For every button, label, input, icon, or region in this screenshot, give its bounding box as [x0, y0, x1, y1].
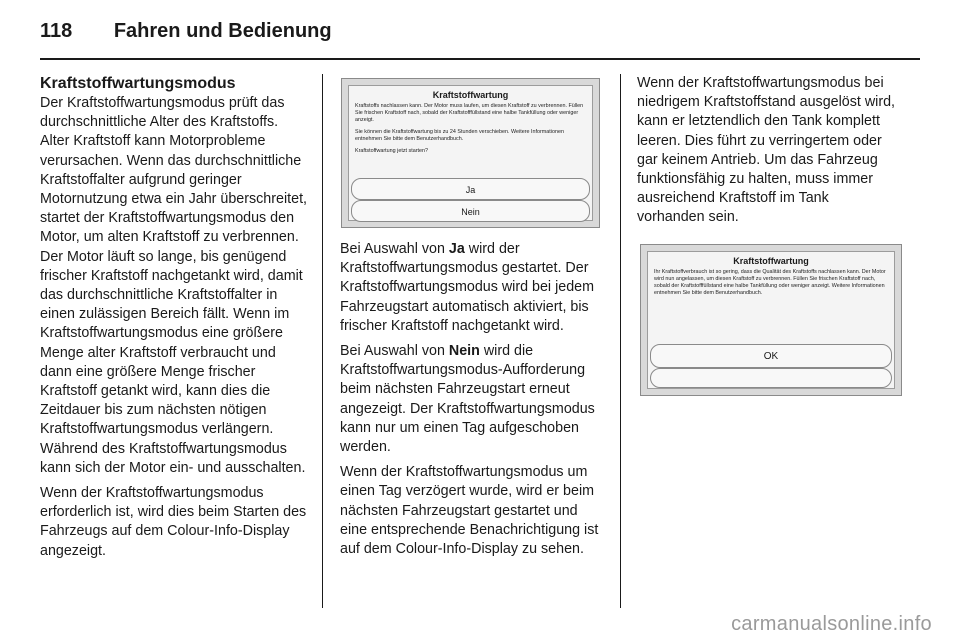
- paragraph: Bei Auswahl von Nein wird die Kraftstoffwartungsmodus-Aufforderung beim nächsten Fahrzeugstart erneut angezeigt. Der Kraftstoffwartungsmodus kann nur um einen Tag aufgeschoben werden.: [340, 343, 595, 456]
- paragraph: Wenn der Kraftstoffwartungsmodus erforderlich ist, wird dies beim Starten des Fahrzeugs auf dem Colour-Info-Display angezeigt.: [40, 485, 307, 559]
- page-number: 118: [40, 20, 73, 42]
- display-screenshot-start-prompt: [341, 78, 600, 228]
- option-label-no: Nein: [448, 343, 480, 360]
- ok-button[interactable]: OK: [650, 344, 892, 368]
- empty-list-row: [650, 368, 892, 388]
- display-frame: [348, 85, 593, 221]
- screen-message-line: Kraftstoffwartung jetzt starten?: [355, 148, 429, 154]
- column-1: [40, 74, 308, 567]
- screen-message-line: Sie können die Kraftstoffwartung bis zu 24 Stunden verschieben. Weitere Informationen entnehmen Sie bitte dem Benutzerhandbuch.: [355, 129, 564, 142]
- column-divider-1: [322, 74, 323, 608]
- paragraph: Der Kraftstoffwartungsmodus prüft das durchschnittliche Alter des Kraftstoffs. Alter Kraftstoff kann Motorprobleme verursachen. Wenn das durchschnittliche Kraftstoffalter aufgrund geringer Motornutzung etwa ein Jahr überschreitet, startet der Kraftstoffwartungsmodus den Motor, um alten Kraftstoff zu verbrennen. Der Motor läuft so lange, bis genügend frischer Kraftstoff nachgetankt wird, damit das durchschnittliche Kraftstoffalter in einen zulässigen Bereich fällt. Wenn im Kraftstoffwartungsmodus eine größere Menge alter Kraftstoff verbraucht und dann eine größere Menge frischer Kraftstoff getankt wird, kann dies die Zeitdauer bis zum nächsten nötigen Kraftstoffwartungsmodus verlängern. Während des Kraftstoffwartungsmodus kann sich der Motor ein- und ausschalten.: [40, 95, 308, 476]
- screen-message: [349, 100, 592, 155]
- screen-message-line: Kraftstoffs nachlassen kann. Der Motor muss laufen, um diesen Kraftstoff zu verbrennen. Füllen Sie frischen Kraftstoff nach, sobald der Kraftstofffüllstand eine halbe Tankfüllung oder weniger anzeigt.: [355, 103, 584, 123]
- section-heading: Kraftstoffwartungsmodus: [40, 75, 236, 92]
- screen-message: Ihr Kraftstoffverbrauch ist so gering, dass die Qualität des Kraftstoffs nachlassen kann. Der Motor wird nun angelassen, um diesen Kraftstoff zu verbrennen. Füllen Sie frischen Kraftstoff nach, sobald der Kraftstofffüllstand eine halbe Tankfüllung oder weniger anzeigt. Weitere Informationen entnehmen Sie bitte dem Benutzerhandbuch.: [654, 269, 886, 296]
- paragraph: Bei Auswahl von Ja wird der Kraftstoffwartungsmodus gestartet. Der Kraftstoffwartungsmodus wird bei jedem Fahrzeugstart automatisch aktiviert, bis frischer Kraftstoff nachgetankt wird.: [340, 241, 595, 334]
- column-divider-2: [620, 74, 621, 608]
- display-frame: [647, 251, 895, 389]
- paragraph: Wenn der Kraftstoffwartungsmodus um einen Tag verzögert wurde, wird er beim nächsten Fahrzeugstart gestartet und eine entsprechende Benachrichtigung ist auf dem Colour-Info-Display zu sehen.: [340, 464, 599, 558]
- chapter-title: Fahren und Bedienung: [113, 20, 332, 42]
- screen-title: Kraftstoffwartung: [432, 90, 509, 100]
- column-3: [637, 74, 899, 234]
- watermark: carmanualsonline.info: [731, 613, 932, 635]
- no-button[interactable]: Nein: [351, 200, 590, 222]
- page-header: [40, 20, 332, 43]
- column-2: [340, 240, 608, 565]
- option-label-yes: Ja: [448, 241, 465, 257]
- header-rule: [40, 58, 920, 60]
- yes-button[interactable]: Ja: [351, 178, 590, 200]
- paragraph: Wenn der Kraftstoffwartungsmodus bei niedrigem Kraftstoffstand ausgelöst wird, kann er letztendlich den Tank komplett leeren. Dies führt zu verringertem oder gar keinem Antrieb. Um das Fahrzeug funktionsfähig zu halten, muss immer ausreichend Kraftstoff im Tank vorhanden sein.: [637, 75, 896, 226]
- screen-title: Kraftstoffwartung: [733, 256, 809, 266]
- display-screenshot-notification: [640, 244, 902, 396]
